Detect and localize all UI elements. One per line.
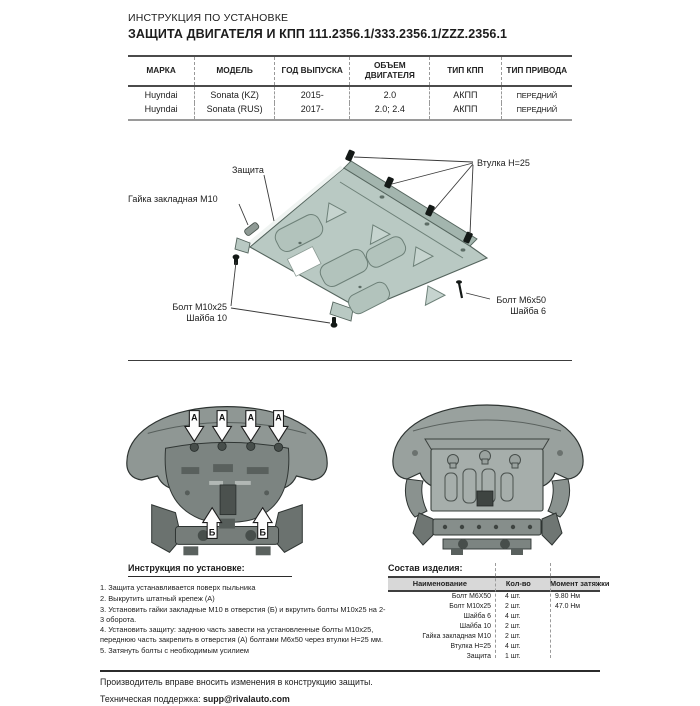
part-torque	[550, 632, 600, 642]
diagram-label-washer-10: Шайба 10	[186, 313, 227, 324]
diagram-label-plate: Защита	[232, 165, 264, 176]
parts-row	[388, 592, 600, 602]
spec-header-gearbox: ТИП КПП	[430, 56, 501, 86]
install-step: 1. Защита устанавливается поверх пыльника	[100, 583, 256, 593]
spec-header-row	[128, 56, 572, 86]
part-name: Втулка Н=25	[450, 643, 491, 651]
part-torque: 9.80 Нм	[555, 593, 581, 601]
nut-part	[244, 222, 260, 237]
spec-row	[128, 103, 572, 121]
spec-header-drive: ТИП ПРИВОДА	[501, 56, 572, 86]
spec-cell: Sonata (KZ)	[195, 86, 275, 103]
part-name: Болт М10х25	[449, 603, 491, 611]
parts-header-qty: Кол-во	[505, 579, 531, 589]
svg-text:А: А	[247, 412, 255, 423]
footer-rule	[100, 670, 600, 672]
header-title: ЗАЩИТА ДВИГАТЕЛЯ И КПП 111.2356.1/333.2356.1/ZZZ.2356.1	[128, 27, 508, 41]
part-name: Защита	[466, 653, 491, 661]
header-subtitle: ИНСТРУКЦИЯ ПО УСТАНОВКЕ	[128, 12, 289, 24]
part-qty: 4 шт.	[505, 643, 521, 651]
spec-header-marka: МАРКА	[146, 64, 176, 75]
support-email: supp@rivalauto.com	[203, 694, 290, 704]
bottom-section	[100, 563, 610, 662]
spec-header-model: МОДЕЛЬ	[195, 56, 275, 86]
part-name: Гайка закладная М10	[422, 633, 491, 641]
spec-cell: Huyndai	[144, 103, 178, 114]
parts-title: Состав изделия:	[388, 563, 463, 574]
spec-cell: ПЕРЕДНИЙ	[501, 103, 572, 121]
diagram-label-washer-6: Шайба 6	[510, 306, 546, 317]
bolt-m6-part	[456, 280, 462, 298]
install-title: Инструкция по установке:	[128, 563, 245, 574]
parts-row	[388, 632, 600, 642]
spec-table	[128, 55, 572, 121]
support-label: Техническая поддержка:	[100, 694, 201, 704]
exploded-diagram	[100, 143, 600, 360]
section-divider	[128, 360, 572, 361]
part-torque	[550, 642, 600, 652]
part-qty: 2 шт.	[505, 633, 521, 641]
part-torque	[550, 652, 600, 662]
part-qty: 4 шт.	[505, 593, 521, 601]
parts-divider	[495, 563, 496, 658]
part-qty: 2 шт.	[505, 603, 521, 611]
skid-plate	[235, 161, 487, 321]
spec-row	[128, 86, 572, 103]
svg-text:А: А	[218, 412, 226, 423]
spec-header-year: ГОД ВЫПУСКА	[274, 56, 350, 86]
installed-plate	[425, 439, 549, 511]
svg-text:А: А	[191, 412, 198, 423]
install-step: 2. Выкрутить штатный крепеж (А)	[100, 594, 215, 604]
install-step: 3. Установить гайки закладные М10 в отверстия (Б) и вкрутить болты М10х25 на 2-3 оборота.	[100, 604, 386, 624]
part-qty: 1 шт.	[505, 653, 521, 661]
part-name: Шайба 6	[463, 613, 491, 621]
part-torque: 47.0 Нм	[555, 603, 581, 611]
spec-cell: АКПП	[430, 86, 501, 103]
install-step: 4. Установить защиту: заднюю часть завести на установленные болты М10х25, переднюю часть закрепить в отверстия (А) болтами М6х50 через втулки Н=25 мм.	[100, 625, 384, 645]
svg-text:Б: Б	[208, 527, 216, 538]
diagram-label-nut: Гайка закладная М10	[128, 194, 218, 205]
parts-header-name: Наименование	[412, 579, 467, 589]
photo-underbody-installed	[385, 393, 590, 559]
install-step: 5. Затянуть болты с необходимым усилием	[100, 645, 249, 655]
spec-cell: 2.0; 2.4	[350, 103, 430, 121]
svg-text:А: А	[275, 412, 282, 423]
parts-row	[388, 612, 600, 622]
footer	[100, 670, 600, 706]
parts-header-row	[388, 576, 610, 592]
diagram-label-bushing: Втулка H=25	[477, 158, 530, 169]
diagram-label-bolt-m6: Болт М6х50	[496, 295, 546, 306]
parts-table	[388, 563, 610, 662]
parts-row	[388, 602, 600, 612]
part-qty: 4 шт.	[505, 613, 521, 621]
part-torque	[550, 622, 600, 632]
diagram-label-bolt-m10: Болт М10х25	[172, 302, 227, 313]
part-torque	[550, 612, 600, 622]
spec-cell: ПЕРЕДНИЙ	[501, 86, 572, 103]
svg-text:Б: Б	[259, 527, 266, 538]
spec-cell: 2017-	[274, 103, 350, 121]
spec-cell: 2015-	[274, 86, 350, 103]
parts-divider	[550, 563, 551, 658]
spec-cell: Sonata (RUS)	[195, 103, 275, 121]
part-qty: 2 шт.	[505, 623, 521, 631]
parts-row	[388, 652, 600, 662]
spec-header-engine: ОБЪЕМ ДВИГАТЕЛЯ	[350, 56, 430, 86]
part-name: Болт М6Х50	[451, 593, 491, 601]
parts-header-torque: Момент затяжки	[550, 579, 610, 589]
install-instructions	[100, 563, 388, 662]
spec-cell: АКПП	[430, 103, 501, 121]
photo-row	[100, 393, 600, 561]
spec-cell: Huyndai	[144, 89, 178, 100]
part-name: Шайба 10	[459, 623, 491, 631]
spec-cell: 2.0	[350, 86, 430, 103]
parts-row	[388, 642, 600, 652]
install-title-rule	[128, 576, 292, 577]
parts-row	[388, 622, 600, 632]
photo-underbody-stock	[118, 393, 336, 561]
footer-note: Производитель вправе вносить изменения в конструкцию защиты.	[100, 677, 373, 688]
